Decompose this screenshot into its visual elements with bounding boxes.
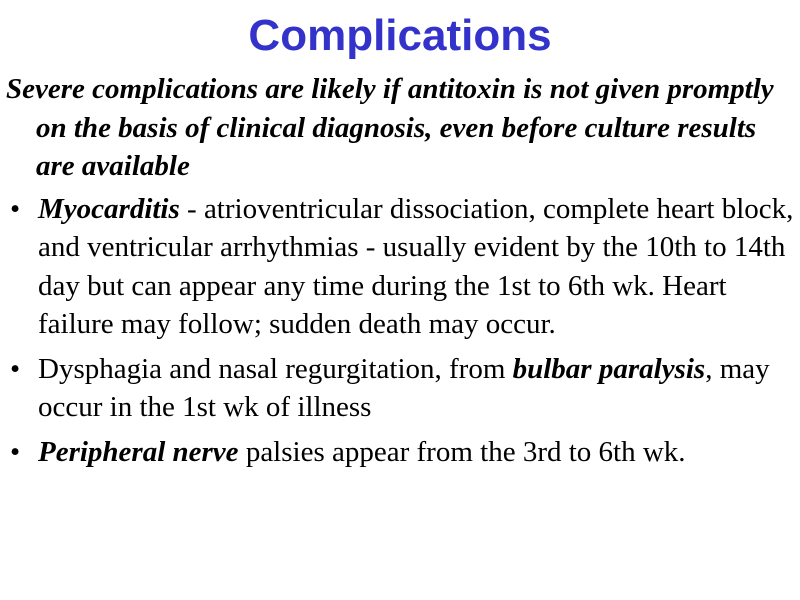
bullet-lead: Myocarditis bbox=[38, 192, 180, 225]
bullet-dot-icon: • bbox=[10, 192, 21, 225]
bullet-text: - atrioventricular dissociation, complete heart block, and ventricular arrhythmias - usually evident by the 10th to 14th day but can appear any time during the 1st to 6th wk. Heart failure may follow; sudden death may occur. bbox=[38, 192, 794, 340]
bullet-text: palsies appear from the 3rd to 6th wk. bbox=[238, 435, 686, 468]
bullet-peripheral-nerve bbox=[6, 433, 794, 472]
intro-paragraph: Severe complications are likely if antitoxin is not given promptly on the basis of clinical diagnosis, even before culture results are available bbox=[6, 73, 774, 182]
bullet-lead: bulbar paralysis bbox=[512, 352, 706, 385]
bullet-text: , may occur in the 1st wk of illness bbox=[38, 352, 770, 423]
bullet-bulbar-paralysis bbox=[6, 350, 794, 427]
bullet-dot-icon: • bbox=[10, 435, 21, 468]
bullet-lead: Peripheral nerve bbox=[38, 435, 239, 468]
bullet-list bbox=[6, 190, 794, 472]
bullet-dot-icon: • bbox=[10, 352, 21, 385]
bullet-myocarditis bbox=[6, 190, 794, 344]
bullet-pre-text: Dysphagia and nasal regurgitation, from bbox=[38, 352, 513, 385]
slide-body bbox=[6, 70, 794, 477]
slide-title: Complications bbox=[248, 11, 552, 60]
